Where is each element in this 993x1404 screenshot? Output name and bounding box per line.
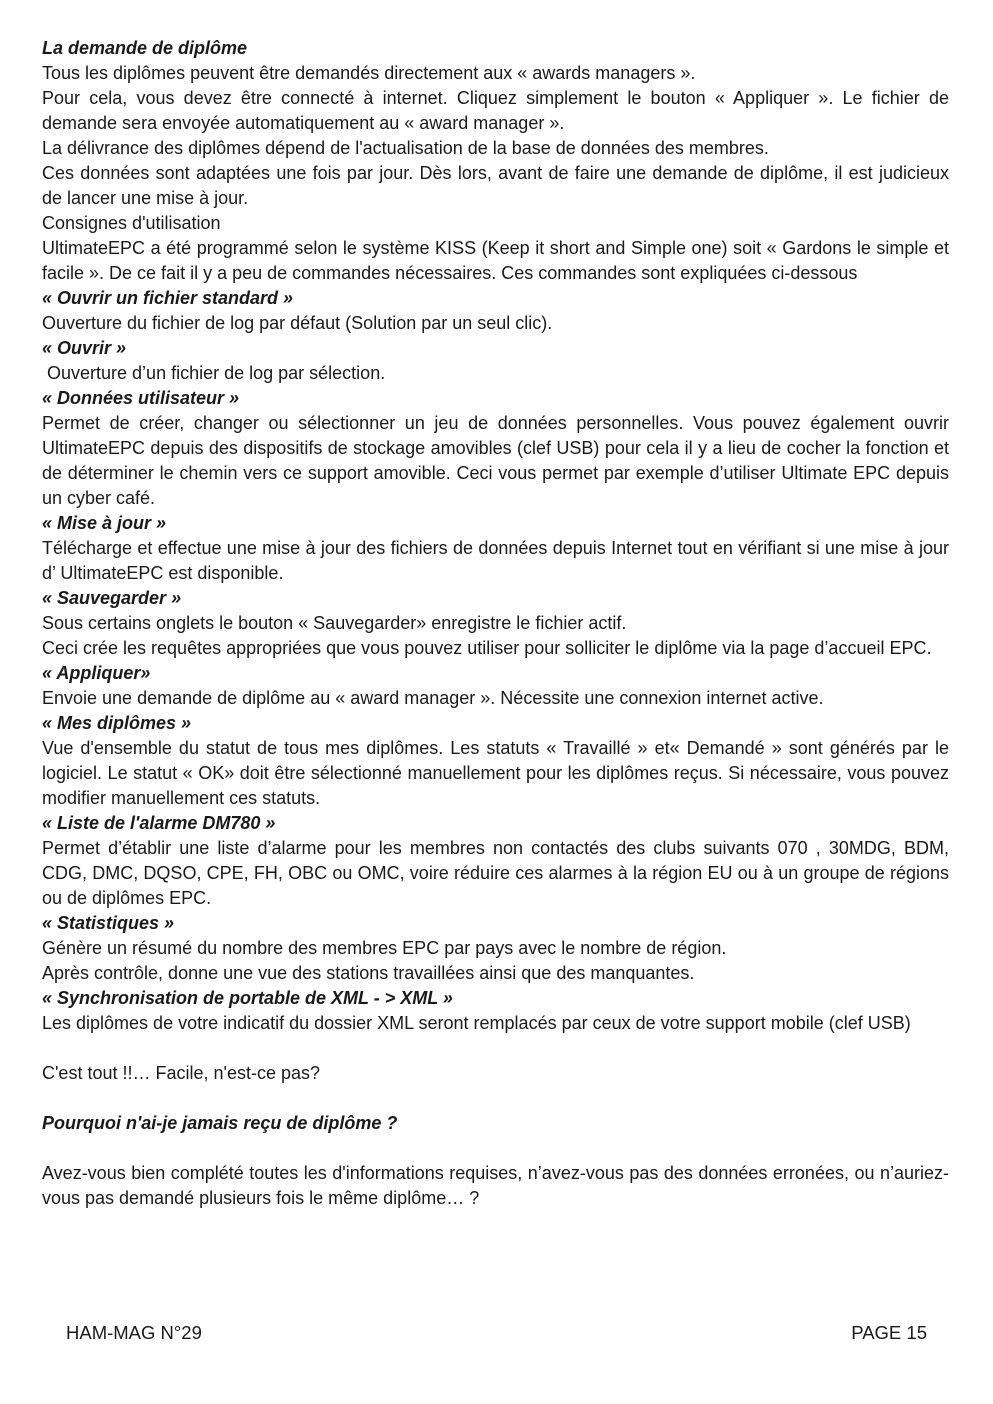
command-title: « Appliquer» (42, 663, 151, 683)
command-title: « Données utilisateur » (42, 388, 240, 408)
command-description: Télécharge et effectue une mise à jour des fichiers de données depuis Internet tout en vérifiant si une mise à jour d’ UltimateEPC est disponible. (42, 538, 949, 583)
command-description: Génère un résumé du nombre des membres EPC par pays avec le nombre de région. (42, 938, 727, 958)
command-description: Envoie une demande de diplôme au « award manager ». Nécessite une connexion internet active. (42, 688, 824, 708)
command-description: Permet d’établir une liste d’alarme pour les membres non contactés des clubs suivants 070 , 30MDG, BDM, CDG, DMC, DQSO, CPE, FH, OBC ou OMC, voire réduire ces alarmes à la région EU ou à un groupe de régions ou de diplômes EPC. (42, 838, 949, 908)
paragraph: La délivrance des diplômes dépend de l'actualisation de la base de données des membres. (42, 138, 769, 158)
paragraph: UltimateEPC a été programmé selon le système KISS (Keep it short and Simple one) soit « Gardons le simple et facile ». De ce fait il y a peu de commandes nécessaires. Ces commandes sont expliquées ci-dessous (42, 238, 949, 283)
command-title: « Sauvegarder » (42, 588, 182, 608)
command-description: Ceci crée les requêtes appropriées que vous pouvez utiliser pour solliciter le diplôme via la page d’accueil EPC. (42, 638, 932, 658)
section-heading: La demande de diplôme (42, 38, 248, 58)
command-title: « Statistiques » (42, 913, 175, 933)
command-title: « Mise à jour » (42, 513, 167, 533)
command-title: « Liste de l'alarme DM780 » (42, 813, 276, 833)
paragraph: Consignes d'utilisation (42, 213, 221, 233)
spacer (42, 1036, 949, 1061)
paragraph: Pour cela, vous devez être connecté à internet. Cliquez simplement le bouton « Appliquer ». Le fichier de demande sera envoyée automatiquement au « award manager ». (42, 88, 949, 133)
command-title: « Ouvrir » (42, 338, 127, 358)
command-description: Ouverture d’un fichier de log par sélection. (42, 363, 386, 383)
command-description: Après contrôle, donne une vue des stations travaillées ainsi que des manquantes. (42, 963, 695, 983)
page-number: PAGE 15 (851, 1322, 927, 1343)
article-body (42, 36, 949, 1211)
paragraph: Avez-vous bien complété toutes les d'informations requises, n’avez-vous pas des données erronées, ou n’auriez-vous pas demandé plusieurs fois le même diplôme… ? (42, 1163, 949, 1208)
paragraph: Ces données sont adaptées une fois par jour. Dès lors, avant de faire une demande de diplôme, il est judicieux de lancer une mise à jour. (42, 163, 949, 208)
command-description: Vue d'ensemble du statut de tous mes diplômes. Les statuts « Travaillé » et« Demandé » sont générés par le logiciel. Le statut « OK» doit être sélectionné manuellement pour les diplômes reçus. Si nécessaire, vous pouvez modifier manuellement ces statuts. (42, 738, 949, 808)
spacer (42, 1086, 949, 1111)
paragraph: Tous les diplômes peuvent être demandés directement aux « awards managers ». (42, 63, 696, 83)
section-heading: Pourquoi n'ai-je jamais reçu de diplôme ? (42, 1113, 398, 1133)
closing-remark: C'est tout !!… Facile, n'est-ce pas? (42, 1063, 320, 1083)
command-description: Les diplômes de votre indicatif du dossier XML seront remplacés par ceux de votre support mobile (clef USB) (42, 1013, 911, 1033)
command-title: « Ouvrir un fichier standard » (42, 288, 294, 308)
command-title: « Synchronisation de portable de XML - > XML » (42, 988, 453, 1008)
command-title: « Mes diplômes » (42, 713, 192, 733)
page-footer (66, 1322, 927, 1344)
magazine-issue: HAM-MAG N°29 (66, 1322, 202, 1343)
command-description: Ouverture du fichier de log par défaut (Solution par un seul clic). (42, 313, 553, 333)
spacer (42, 1136, 949, 1161)
command-description: Permet de créer, changer ou sélectionner un jeu de données personnelles. Vous pouvez également ouvrir UltimateEPC depuis des dispositifs de stockage amovibles (clef USB) pour cela il y a lieu de cocher la fonction et de déterminer le chemin vers ce support amovible. Ceci vous permet par exemple d’utiliser Ultimate EPC depuis un cyber café. (42, 413, 949, 508)
command-description: Sous certains onglets le bouton « Sauvegarder» enregistre le fichier actif. (42, 613, 627, 633)
